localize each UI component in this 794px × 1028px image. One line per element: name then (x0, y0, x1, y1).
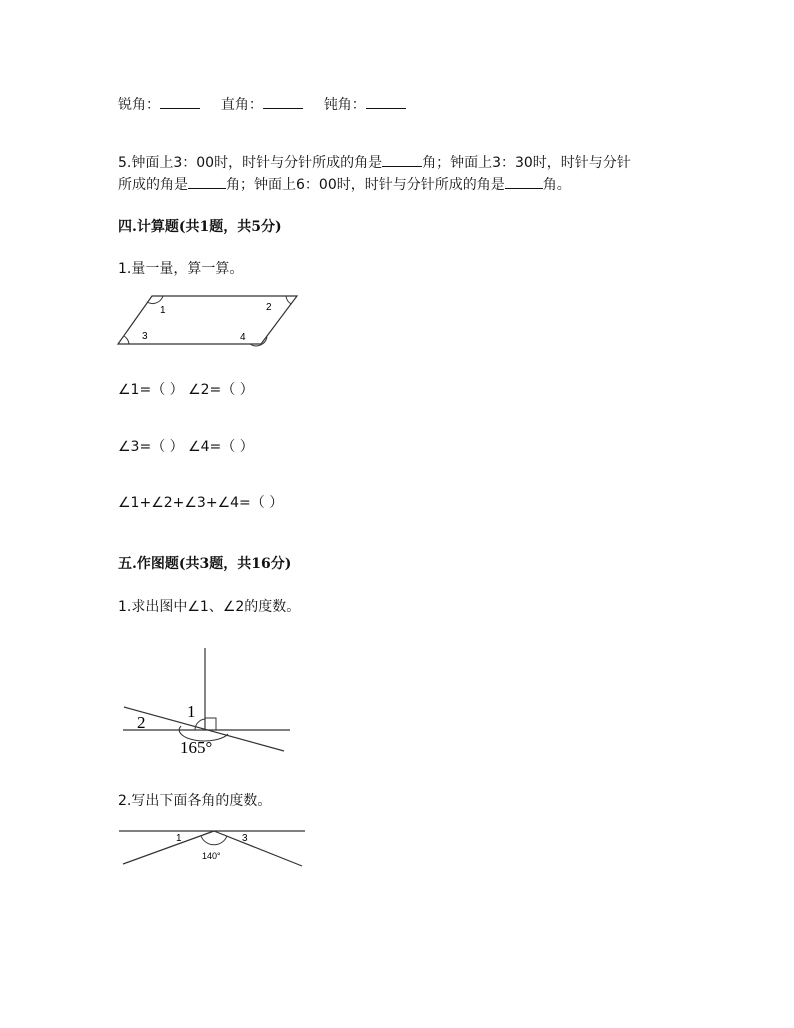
q5-blank-3[interactable] (505, 174, 543, 189)
equation-angles-3-4: ∠3=（ ） ∠4=（ ） (118, 439, 254, 455)
angle-140-figure (118, 826, 308, 874)
equation-angle-sum: ∠1+∠2+∠3+∠4=（ ） (118, 495, 284, 511)
q5-blank-1[interactable] (382, 152, 422, 167)
angle-label-2: 2 (137, 713, 146, 732)
q5-text-b: 角；钟面上3：30时，时针与分针 (422, 155, 631, 171)
q5-text-e: 角。 (542, 177, 571, 193)
acute-label: 锐角： (118, 97, 160, 113)
right-angle-mark (205, 718, 216, 730)
angle-label-1: 1 (187, 702, 196, 721)
q5-text-d: 角；钟面上6：00时，时针与分针所成的角是 (226, 177, 505, 193)
left-ray (123, 831, 214, 864)
angle-label-3: 3 (242, 833, 248, 844)
section5-q1-title: 1.求出图中∠1、∠2的度数。 (118, 599, 301, 615)
q5-line1 (118, 152, 631, 173)
angle-arc-140 (201, 836, 227, 845)
acute-blank[interactable] (160, 94, 200, 109)
q5-blank-2[interactable] (188, 174, 226, 189)
parallelogram-figure (116, 293, 300, 351)
q5-line2 (118, 174, 571, 195)
right-blank[interactable] (263, 94, 303, 109)
section5-q2-title: 2.写出下面各角的度数。 (118, 793, 272, 809)
figure-label-4: 4 (240, 332, 246, 343)
figure-label-3: 3 (142, 331, 148, 342)
figure-label-2: 2 (266, 302, 272, 313)
angle-label-165: 165° (180, 738, 213, 757)
q5-text-c: 所成的角是 (118, 177, 188, 193)
right-label: 直角： (220, 97, 263, 113)
obtuse-label: 钝角： (323, 97, 366, 113)
angle-165-figure (118, 648, 293, 764)
section4-heading: 四.计算题(共1题，共5分) (118, 219, 282, 235)
section4-q1-title: 1.量一量，算一算。 (118, 261, 244, 277)
angle-types-line (118, 94, 406, 115)
figure-label-1: 1 (160, 305, 166, 316)
angle-label-1: 1 (176, 833, 182, 844)
angle-label-140: 140° (202, 851, 221, 861)
q5-text-a: 5.钟面上3：00时，时针与分针所成的角是 (118, 155, 383, 171)
angle-arc-3 (124, 336, 129, 344)
section5-heading: 五.作图题(共3题，共16分) (118, 556, 292, 572)
equation-angles-1-2: ∠1=（ ） ∠2=（ ） (118, 382, 254, 398)
angle-arc-2 (286, 296, 291, 304)
obtuse-blank[interactable] (366, 94, 406, 109)
